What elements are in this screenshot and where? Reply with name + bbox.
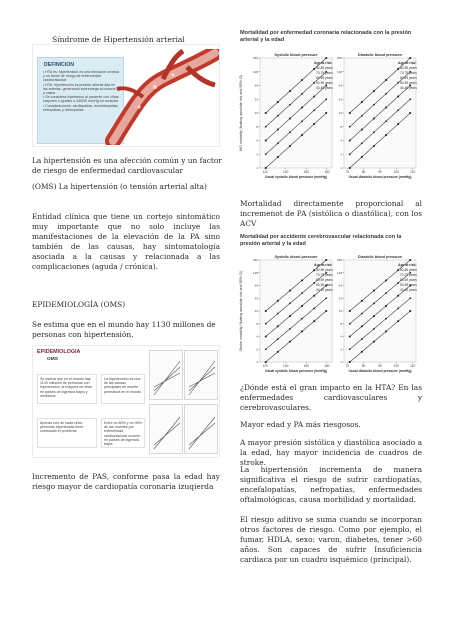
y-tick-label: 32 bbox=[338, 296, 342, 301]
data-point bbox=[325, 310, 327, 312]
data-point bbox=[349, 126, 351, 128]
data-point bbox=[313, 295, 315, 297]
data-point bbox=[265, 112, 267, 114]
x-tick-label: 80 bbox=[361, 364, 366, 368]
y-tick-label: 64 bbox=[338, 283, 342, 288]
data-point bbox=[277, 351, 279, 353]
legend-entry: 70-79 years bbox=[316, 71, 333, 75]
paragraph: La hipertensión incrementa de manera significativa el riesgo de sufrir cardiopatías, encefalopatías, nefropatías, enfermedades oftalmológicas, causa morbilidad y mortalidad. bbox=[240, 465, 422, 504]
epi-card-heading: EPIDEMIOLOGIA bbox=[37, 349, 81, 355]
data-point bbox=[349, 140, 351, 142]
data-point bbox=[361, 156, 363, 158]
data-point bbox=[385, 134, 387, 136]
data-point bbox=[361, 313, 363, 315]
y-tick-label: 64 bbox=[254, 283, 258, 288]
definition-bullet: • HTA es: hipertensión es una elevación crónica y un factor de riesgo de enfermedad cardiovascular bbox=[43, 70, 119, 83]
paragraph: (OMS) La hipertensión (o tensión arterial alta) bbox=[32, 182, 207, 191]
x-tick-label: 100 bbox=[393, 364, 400, 368]
legend-title: Age at risk: bbox=[314, 61, 333, 65]
data-point bbox=[349, 323, 351, 325]
y-tick-label: 16 bbox=[254, 309, 258, 314]
data-point bbox=[385, 305, 387, 307]
y-tick-label: 16 bbox=[254, 111, 258, 116]
data-point bbox=[373, 145, 375, 147]
y-tick-label: 16 bbox=[338, 111, 342, 116]
legend-entry: 80-89 years bbox=[316, 268, 333, 272]
legend-entry: 80-89 years bbox=[400, 66, 417, 70]
data-point bbox=[373, 118, 375, 120]
data-point bbox=[361, 101, 363, 103]
data-point bbox=[349, 310, 351, 312]
data-point bbox=[361, 300, 363, 302]
data-point bbox=[349, 336, 351, 338]
data-point bbox=[373, 341, 375, 343]
data-point bbox=[265, 336, 267, 338]
data-point bbox=[301, 79, 303, 81]
data-point bbox=[277, 101, 279, 103]
data-point bbox=[409, 259, 411, 261]
legend-entry: 70-79 years bbox=[400, 273, 417, 277]
y-tick-label: 32 bbox=[338, 97, 342, 102]
legend-title: Age at risk: bbox=[398, 61, 417, 65]
data-point bbox=[277, 313, 279, 315]
data-point bbox=[397, 295, 399, 297]
data-point bbox=[361, 351, 363, 353]
data-point bbox=[301, 318, 303, 320]
y-tick-label: 2 bbox=[256, 347, 258, 352]
data-point bbox=[277, 325, 279, 327]
data-point bbox=[289, 290, 291, 292]
data-point bbox=[373, 290, 375, 292]
legend-entry: 50-59 years bbox=[316, 81, 333, 85]
y-tick-label: 2 bbox=[340, 152, 342, 157]
data-point bbox=[301, 331, 303, 333]
legend-entry: 60-69 years bbox=[316, 76, 333, 80]
data-point bbox=[397, 320, 399, 322]
paragraph: Incremento de PAS, conforme pasa la edad hay riesgo mayor de cardiopatía coronaria izuqierda bbox=[32, 472, 220, 491]
epi-chart-thumbnail bbox=[149, 350, 183, 400]
chart2-svg bbox=[236, 250, 424, 382]
data-point bbox=[301, 305, 303, 307]
paragraph: Mortalidad directamente proporcional al incremenot de PA (sistólica o diastólica), con los ACV bbox=[240, 199, 422, 228]
panel-title: Diastolic blood pressure bbox=[357, 255, 403, 259]
legend-entry: 40-49 years bbox=[400, 288, 417, 292]
data-point bbox=[289, 302, 291, 304]
data-point bbox=[409, 310, 411, 312]
data-point bbox=[349, 112, 351, 114]
data-point bbox=[361, 115, 363, 117]
legend-title: Age at risk: bbox=[314, 263, 333, 267]
chart1-title: Mortalidad por enfermedad coronaria relacionada con la presión arterial y la edad bbox=[240, 30, 412, 43]
definition-heading: DEFINICION bbox=[44, 62, 74, 68]
data-point bbox=[313, 320, 315, 322]
y-tick-label: 256 bbox=[336, 258, 342, 263]
data-point bbox=[277, 156, 279, 158]
data-point bbox=[397, 82, 399, 84]
data-point bbox=[265, 126, 267, 128]
x-axis-label: Usual systolic blood pressure (mmHg) bbox=[265, 369, 327, 373]
x-tick-label: 110 bbox=[410, 170, 416, 174]
epi-chart-thumbnail bbox=[149, 404, 183, 454]
y-tick-label: 256 bbox=[252, 258, 258, 263]
data-point bbox=[385, 120, 387, 122]
thumb-svg bbox=[185, 351, 217, 399]
data-point bbox=[313, 68, 315, 70]
legend-entry: 70-79 years bbox=[316, 273, 333, 277]
data-point bbox=[349, 348, 351, 350]
x-tick-label: 110 bbox=[410, 364, 416, 368]
y-tick-label: 4 bbox=[340, 334, 342, 339]
epi-note: Entre un 80% y un 90% de las muertes por enfermedad cardiovascular ocurren en países de ingresos bajos bbox=[101, 418, 145, 448]
legend-entry: 60-69 years bbox=[316, 278, 333, 282]
x-axis-label: Usual diastolic blood pressure (mmHg) bbox=[348, 369, 412, 373]
legend-title: Age at risk: bbox=[398, 263, 417, 267]
chart2-title: Mortalidad por accidente cerebrovascular relacionada con la presión arterial y la edad bbox=[240, 234, 402, 247]
data-point bbox=[409, 57, 411, 59]
y-tick-label: 16 bbox=[338, 309, 342, 314]
data-point bbox=[409, 112, 411, 114]
paragraph: La hipertensión es una afección común y un factor de riesgo de enfermedad cardiovascular bbox=[32, 156, 222, 175]
epi-chart-thumbnail bbox=[184, 350, 218, 400]
data-point bbox=[289, 90, 291, 92]
paragraph: El riesgo aditivo se suma cuando se incorporan otros factores de riesgo. Como por ejemplo, el fumar, HDLA, sexo: varon, diabetes, tener >60 años. Son capaces de sufrir Insuficiencia cardiaca por un cuadro isquémico (principal). bbox=[240, 515, 422, 564]
y-tick-label: 1 bbox=[256, 360, 258, 365]
data-point bbox=[349, 361, 351, 363]
data-point bbox=[409, 297, 411, 299]
data-point bbox=[289, 118, 291, 120]
data-point bbox=[325, 297, 327, 299]
y-tick-label: 128 bbox=[336, 270, 342, 275]
data-point bbox=[265, 361, 267, 363]
y-tick-label: 64 bbox=[254, 83, 258, 88]
data-point bbox=[397, 308, 399, 310]
paragraph: A mayor presión sistólica y diastólica asociado a la edad, hay mayor incidencia de cuadros de stroke. bbox=[240, 438, 422, 467]
paragraph: Mayor edad y PA más riesgosos. bbox=[240, 420, 361, 429]
legend-entry: 40-49 years bbox=[400, 86, 417, 90]
data-point bbox=[373, 131, 375, 133]
x-tick-label: 140 bbox=[283, 170, 289, 174]
thumb-svg bbox=[185, 405, 217, 453]
y-tick-label: 32 bbox=[254, 97, 258, 102]
data-point bbox=[409, 98, 411, 100]
x-tick-label: 120 bbox=[262, 170, 268, 174]
data-point bbox=[361, 142, 363, 144]
data-point bbox=[301, 280, 303, 282]
data-point bbox=[301, 292, 303, 294]
data-point bbox=[277, 300, 279, 302]
legend-entry: 50-59 years bbox=[400, 283, 417, 287]
data-point bbox=[277, 338, 279, 340]
data-point bbox=[313, 96, 315, 98]
y-tick-label: 2 bbox=[256, 152, 258, 157]
y-axis-label: Stroke mortality (floating absolute risk and 95% CI) bbox=[239, 270, 243, 352]
data-point bbox=[289, 315, 291, 317]
data-point bbox=[361, 338, 363, 340]
panel-title: Diastolic blood pressure bbox=[357, 53, 403, 57]
data-point bbox=[289, 145, 291, 147]
data-point bbox=[313, 308, 315, 310]
x-tick-label: 180 bbox=[324, 364, 330, 368]
section-heading: EPIDEMIOLOGÍA (OMS) bbox=[32, 300, 126, 309]
y-tick-label: 4 bbox=[256, 334, 258, 339]
epi-note: La hipertensión es una de las causas principales de muerte prematura en el mundo bbox=[101, 374, 145, 404]
definition-bullet: • Se considera hipertenso al paciente con cifras mayores o iguales a 140/90 mmHg en consulta bbox=[43, 95, 119, 104]
thumb-svg bbox=[150, 405, 182, 453]
y-tick-label: 8 bbox=[340, 321, 342, 326]
page-title: Síndrome de Hipertensión arterial bbox=[52, 35, 185, 44]
x-tick-label: 180 bbox=[324, 170, 330, 174]
legend-entry: 40-49 years bbox=[316, 86, 333, 90]
y-tick-label: 4 bbox=[340, 138, 342, 143]
data-point bbox=[289, 341, 291, 343]
x-axis-label: Usual diastolic blood pressure (mmHg) bbox=[348, 175, 412, 179]
data-point bbox=[397, 269, 399, 271]
legend-entry: 70-79 years bbox=[400, 71, 417, 75]
panel-title: Systolic blood pressure bbox=[274, 255, 318, 259]
data-point bbox=[265, 140, 267, 142]
x-tick-label: 90 bbox=[378, 170, 382, 174]
data-point bbox=[313, 269, 315, 271]
data-point bbox=[325, 98, 327, 100]
data-point bbox=[385, 107, 387, 109]
data-point bbox=[385, 79, 387, 81]
y-axis-label: IHD mortality (floating absolute risk and 95% CI) bbox=[239, 74, 243, 152]
y-tick-label: 8 bbox=[340, 124, 342, 129]
data-point bbox=[265, 167, 267, 169]
y-tick-label: 1 bbox=[340, 166, 342, 171]
data-point bbox=[289, 131, 291, 133]
y-tick-label: 2 bbox=[340, 347, 342, 352]
data-point bbox=[301, 107, 303, 109]
x-tick-label: 90 bbox=[378, 364, 382, 368]
data-point bbox=[349, 167, 351, 169]
definition-bullet: • HTA: hipertensión es presión arterial alta en las arterias, generando sobrecarga al corazón y vasos bbox=[43, 82, 117, 96]
data-point bbox=[385, 280, 387, 282]
data-point bbox=[361, 325, 363, 327]
data-point bbox=[373, 315, 375, 317]
epi-chart-thumbnail bbox=[184, 404, 218, 454]
y-tick-label: 1 bbox=[256, 166, 258, 171]
data-point bbox=[277, 142, 279, 144]
data-point bbox=[373, 104, 375, 106]
data-point bbox=[289, 328, 291, 330]
y-tick-label: 256 bbox=[336, 56, 342, 61]
data-point bbox=[313, 123, 315, 125]
data-point bbox=[313, 282, 315, 284]
x-tick-label: 160 bbox=[303, 170, 309, 174]
definition-image-card bbox=[32, 44, 220, 147]
data-point bbox=[361, 129, 363, 131]
data-point bbox=[301, 120, 303, 122]
data-point bbox=[325, 259, 327, 261]
y-tick-label: 64 bbox=[338, 83, 342, 88]
data-point bbox=[325, 57, 327, 59]
y-tick-label: 256 bbox=[252, 56, 258, 61]
paragraph: ¿Dónde está el gran impacto en la HTA? En las enfermedades cardiovasculares y cerebrovasculares. bbox=[240, 383, 422, 412]
data-point bbox=[277, 115, 279, 117]
epidemiology-card bbox=[32, 345, 220, 458]
y-tick-label: 128 bbox=[336, 69, 342, 74]
legend-entry: 80-89 years bbox=[316, 66, 333, 70]
x-tick-label: 140 bbox=[283, 364, 289, 368]
paragraph: Entidad clínica que tiene un cortejo sintomático muy importante que no solo incluye las manifestaciones de la elevación de la PA sino también de las causas, hay sintomatología asociada a la causas y relacionada a las complicaciones (aguda / crónica). bbox=[32, 212, 220, 271]
data-point bbox=[385, 93, 387, 95]
x-tick-label: 120 bbox=[262, 364, 268, 368]
data-point bbox=[397, 96, 399, 98]
data-point bbox=[265, 153, 267, 155]
x-tick-label: 160 bbox=[303, 364, 309, 368]
y-tick-label: 8 bbox=[256, 124, 258, 129]
data-point bbox=[265, 323, 267, 325]
y-tick-label: 4 bbox=[256, 138, 258, 143]
y-tick-label: 128 bbox=[252, 69, 258, 74]
data-point bbox=[373, 328, 375, 330]
data-point bbox=[301, 93, 303, 95]
data-point bbox=[397, 282, 399, 284]
data-point bbox=[385, 318, 387, 320]
data-point bbox=[265, 348, 267, 350]
thumb-svg bbox=[150, 351, 182, 399]
y-tick-label: 128 bbox=[252, 270, 258, 275]
legend-entry: 60-69 years bbox=[400, 76, 417, 80]
data-point bbox=[325, 112, 327, 114]
data-point bbox=[385, 292, 387, 294]
epi-note: Se estima que en el mundo hay 1130 millones de personas con hipertensión, la mayoría de ellas en países de ingresos bajos y medianos bbox=[37, 374, 97, 404]
x-axis-label: Usual systolic blood pressure (mmHg) bbox=[265, 175, 327, 179]
data-point bbox=[313, 109, 315, 111]
legend-entry: 50-59 years bbox=[316, 283, 333, 287]
definition-bullet: • Complicaciones: cardiopatías, encefalopatías, nefropatías y retinopatías bbox=[43, 103, 119, 112]
x-tick-label: 80 bbox=[361, 170, 366, 174]
data-point bbox=[373, 90, 375, 92]
x-tick-label: 100 bbox=[393, 170, 400, 174]
x-tick-label: 70 bbox=[345, 364, 350, 368]
data-point bbox=[277, 129, 279, 131]
y-tick-label: 32 bbox=[254, 296, 258, 301]
panel-title: Systolic blood pressure bbox=[274, 53, 318, 57]
y-tick-label: 8 bbox=[256, 321, 258, 326]
y-tick-label: 1 bbox=[340, 360, 342, 365]
artery-illustration bbox=[103, 49, 219, 145]
epi-note: Apenas uno de cada cinco personas hipertensas tiene controlado el problema bbox=[37, 418, 97, 448]
legend-entry: 50-59 years bbox=[400, 81, 417, 85]
data-point bbox=[301, 134, 303, 136]
epi-card-subheading: OMS bbox=[47, 357, 58, 362]
paragraph: Se estima que en el mundo hay 1130 millones de personas con hipertensión, bbox=[32, 320, 216, 339]
data-point bbox=[397, 68, 399, 70]
x-tick-label: 70 bbox=[345, 170, 350, 174]
chart-card-stroke bbox=[236, 232, 424, 382]
data-point bbox=[313, 82, 315, 84]
legend-entry: 80-89 years bbox=[400, 268, 417, 272]
legend-entry: 40-49 years bbox=[316, 288, 333, 292]
chart1-svg bbox=[236, 48, 424, 188]
data-point bbox=[289, 104, 291, 106]
data-point bbox=[385, 331, 387, 333]
data-point bbox=[397, 123, 399, 125]
data-point bbox=[265, 310, 267, 312]
data-point bbox=[397, 109, 399, 111]
legend-entry: 60-69 years bbox=[400, 278, 417, 282]
chart-card-coronary bbox=[236, 30, 424, 190]
data-point bbox=[373, 302, 375, 304]
data-point bbox=[349, 153, 351, 155]
